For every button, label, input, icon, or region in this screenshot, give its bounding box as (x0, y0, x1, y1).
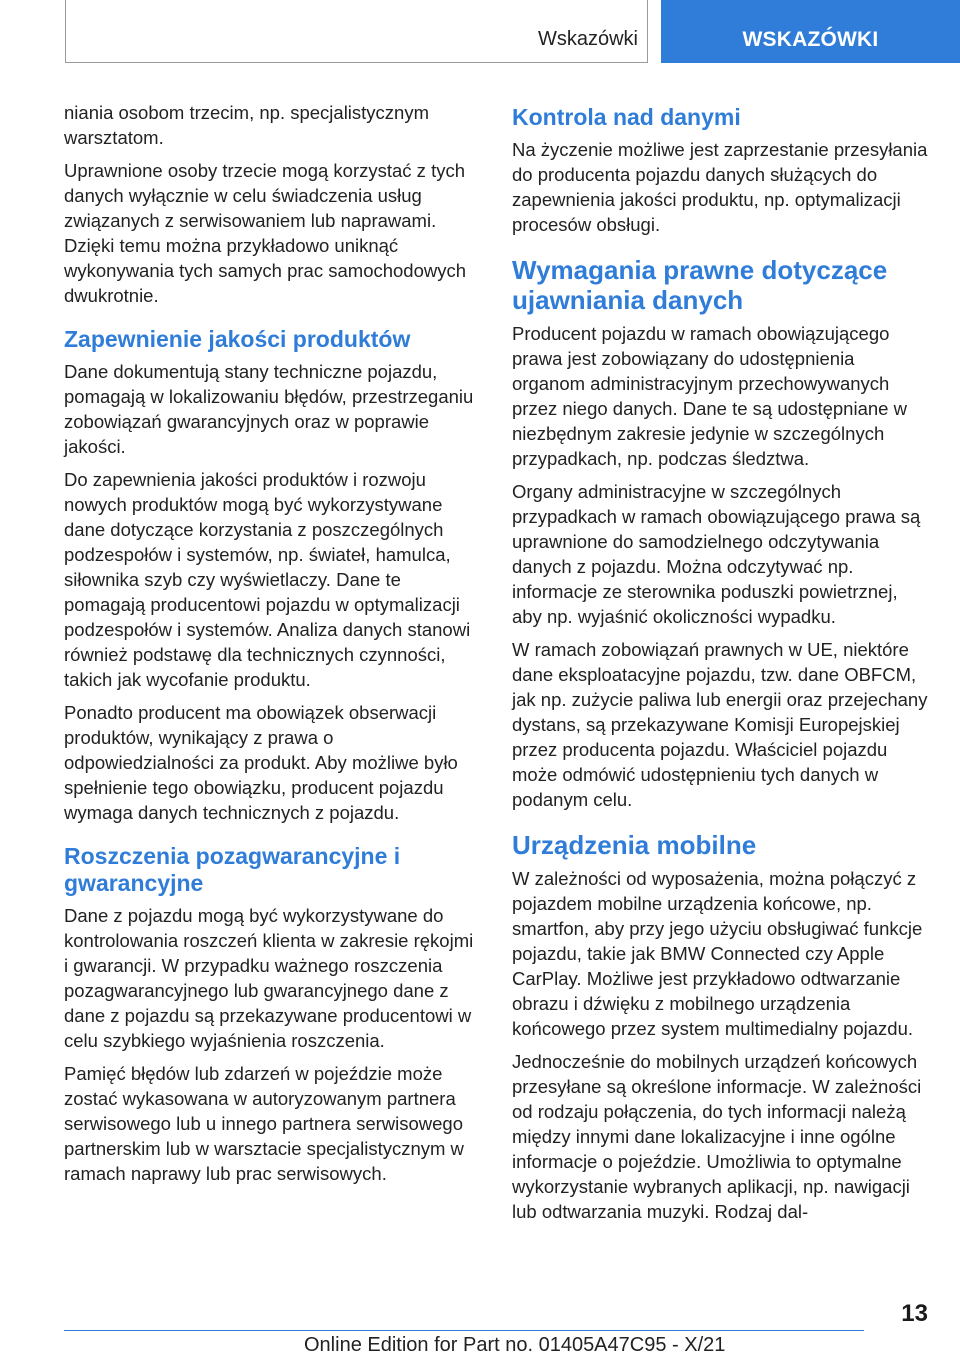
paragraph: Uprawnione osoby trzecie mogą korzystać z tych danych wyłącznie w celu świadczenia usług związanych z serwisowaniem lub naprawami. Dzięki temu można przykładowo uniknąć wykonywania tych samych prac samochodowych dwukrotnie. (64, 160, 467, 306)
section-heading-warranty: Roszczenia pozagwarancyjne i gwarancyjne (64, 843, 401, 896)
paragraph: Pamięć błędów lub zdarzeń w pojeździe może zostać wykasowana w autoryzowanym partnera serwisowego lub u innego partnera serwisowego partnerskim lub w warsztacie specjalistycznym w ramach naprawy lub prac serwisowych. (64, 1063, 464, 1184)
paragraph: W zależności od wyposażenia, można połączyć z pojazdem mobilne urządzenia końcowe, np. smartfon, aby przy jego użyciu obsługiwać funkcje pojazdu, takie jak BMW Connected czy Apple CarPlay. Możliwe jest przykładowo odtwarzanie obrazu i dźwięku z mobilnego urządzenia końcowego przez system multimedialny pojazdu. (512, 868, 923, 1039)
right-column (512, 100, 930, 1232)
header-section-title: Wskazówki (537, 28, 638, 50)
paragraph: Producent pojazdu w ramach obowiązującego prawa jest zobowiązany do udostępnienia organom administracyjnym przechowywanych przez niego danych. Dane te są udostępniane w niezbędnym zakresie jedynie w szczególnych przypadkach, np. podczas śledztwa. (512, 323, 907, 469)
paragraph: Dane dokumentują stany techniczne pojazdu, pomagają w lokalizowaniu błędów, przestrzeganiu zobowiązań gwarancyjnych oraz w poprawie jakości. (64, 361, 474, 457)
footer-edition-text: Online Edition for Part no. 01405A47C95 - X/21 (304, 1334, 726, 1356)
paragraph: Dane z pojazdu mogą być wykorzystywane do kontrolowania roszczeń klienta w zakresie rękojmi i gwarancji. W przypadku ważnego roszczenia pozagwarancyjnego lub gwarancyjnego dane z dane z pojazdu są przekazywane producentowi w celu szybkiego wyjaśnienia roszczenia. (64, 905, 474, 1051)
left-column (64, 100, 482, 1194)
section-heading-data-control: Kontrola nad danymi (512, 104, 741, 130)
page-number: 13 (901, 1300, 928, 1327)
footer-divider (64, 1330, 864, 1331)
section-heading-legal: Wymagania prawne dotyczące ujawniania danych (512, 255, 888, 315)
paragraph: Jednocześnie do mobilnych urządzeń końcowych przesyłane są określone informacje. W zależności od rodzaju połączenia, do tych informacji należą między innymi dane lokalizacyjne i inne ogólne informacje o pojeździe. Umożliwia to optymalne wykorzystanie wybranych aplikacji, np. nawigacji lub odtwarzania muzyki. Rodzaj dal- (512, 1051, 922, 1222)
section-heading-quality: Zapewnienie jakości produktów (64, 326, 411, 352)
header-section-tab: WSKAZÓWKI (661, 0, 960, 63)
paragraph: Organy administracyjne w szczególnych przypadkach w ramach obowiązującego prawa są uprawnione do samodzielnego odczytywania danych z pojazdu. Można odczytywać np. informacje ze sterownika poduszki powietrznej, aby np. wyjaśnić okoliczności wypadku. (512, 481, 921, 627)
paragraph: Na życzenie możliwe jest zaprzestanie przesyłania do producenta pojazdu danych służących do zapewnienia jakości produktu, np. optymalizacji procesów obsługi. (512, 139, 928, 235)
paragraph: niania osobom trzecim, np. specjalistycznym warsztatom. (64, 102, 430, 148)
paragraph: W ramach zobowiązań prawnych w UE, niektóre dane eksploatacyjne pojazdu, tzw. dane OBFCM, jak np. zużycie paliwa lub energii oraz przejechany dystans, są przekazywane Komisji Europejskiej przez producenta pojazdu. Właściciel pojazdu może odmówić udostępnieniu tych danych w podanym celu. (512, 639, 928, 810)
paragraph: Ponadto producent ma obowiązek obserwacji produktów, wynikający z prawa o odpowiedzialności za produkt. Aby możliwe było spełnienie tego obowiązku, producent pojazdu wymaga danych technicznych z pojazdu. (64, 702, 458, 823)
section-heading-mobile: Urządzenia mobilne (512, 830, 757, 860)
paragraph: Do zapewnienia jakości produktów i rozwoju nowych produktów mogą być wykorzystywane dane dotyczące korzystania z poszczególnych podzespołów i systemów, np. świateł, hamulca, siłownika szyb czy wyświetlaczy. Dane te pomagają producentowi pojazdu w optymalizacji podzespołów i systemów. Analiza danych stanowi również podstawę dla technicznych czynności, takich jak wycofanie produktu. (64, 469, 471, 690)
